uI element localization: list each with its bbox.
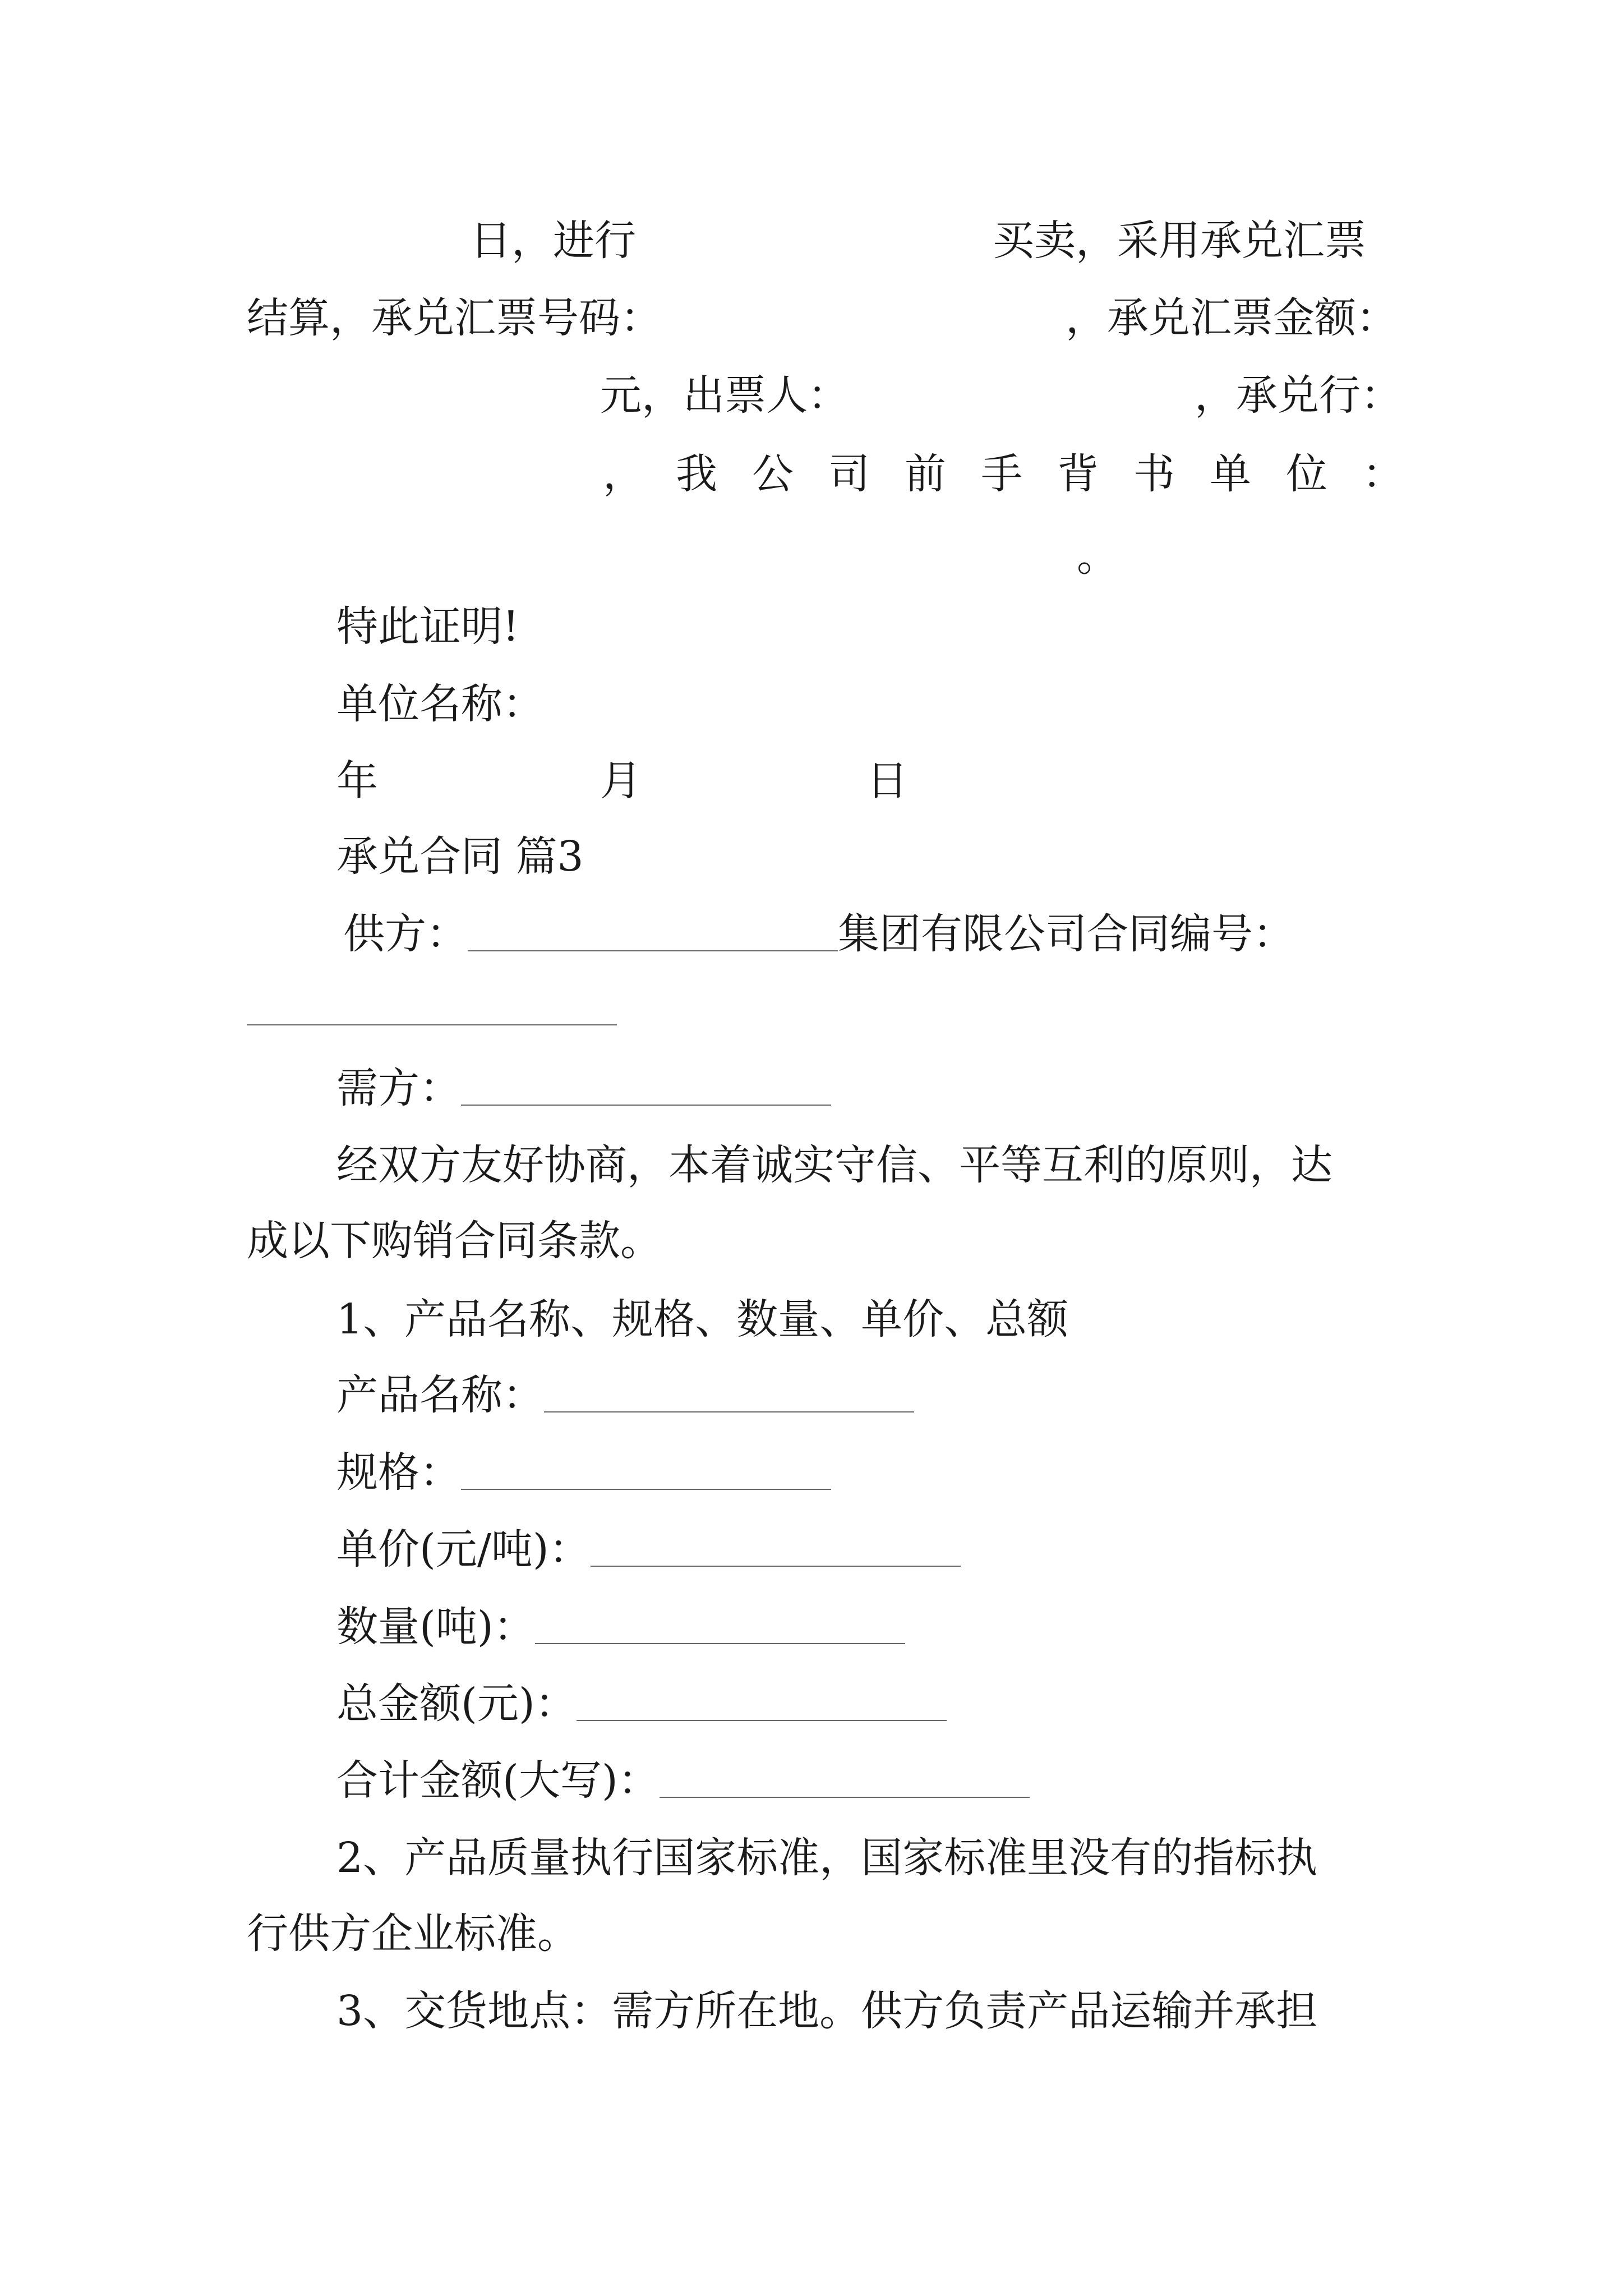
blank-line — [468, 950, 838, 951]
text-line: 买卖，采用承兑汇票 — [993, 217, 1366, 265]
date-year: 年 — [336, 757, 378, 805]
blank-line — [461, 1489, 831, 1490]
supplier-label: 供方： — [343, 910, 468, 958]
text-line: 单位名称： — [336, 680, 544, 728]
blank-line — [660, 1797, 1030, 1798]
text-line — [343, 910, 1294, 958]
text-line: 3、交货地点：需方所在地。供方负责产品运输并承担 — [336, 1987, 1318, 2035]
text-line: 特此证明! — [336, 602, 519, 651]
text-line: 。 — [1077, 532, 1118, 581]
text-line: 成以下购销合同条款。 — [247, 1217, 662, 1265]
text-line: 元，出票人： — [600, 371, 849, 420]
text-line — [336, 1603, 905, 1651]
field-label: 总金额(元)： — [336, 1680, 577, 1728]
section-title: 承兑合同 篇3 — [336, 832, 584, 881]
text-line: 结算，承兑汇票号码： — [247, 294, 662, 342]
text-line: 日，进行 — [470, 217, 636, 265]
text-line: 1、产品名称、规格、数量、单价、总额 — [336, 1295, 1069, 1343]
text-line: 2、产品质量执行国家标准，国家标准里没有的指标执 — [336, 1834, 1318, 1882]
buyer-label: 需方： — [336, 1064, 461, 1112]
date-month: 月 — [600, 757, 642, 805]
field-label: 单价(元/吨)： — [336, 1525, 591, 1573]
text-line: 我公司前手背书单位： — [676, 450, 1438, 498]
date-day: 日 — [866, 757, 908, 805]
text-line: ，承兑汇票金额： — [1066, 294, 1398, 342]
field-label: 数量(吨)： — [336, 1603, 535, 1651]
text-line: 行供方企业标准。 — [247, 1910, 579, 1958]
text-line — [336, 1680, 947, 1728]
text-line — [336, 1371, 914, 1419]
blank-line — [461, 1105, 831, 1106]
text-line — [336, 1756, 1030, 1805]
text-line: ， — [603, 450, 644, 498]
text-line — [336, 1525, 961, 1573]
text-line — [336, 1448, 831, 1497]
blank-line — [544, 1411, 914, 1412]
blank-line — [577, 1720, 947, 1721]
blank-line — [591, 1566, 961, 1567]
field-label: 规格： — [336, 1448, 461, 1497]
blank-line — [535, 1643, 905, 1644]
text-line: 经双方友好协商，本着诚实守信、平等互利的原则，达 — [336, 1141, 1332, 1189]
text-line: ，承兑行： — [1195, 371, 1402, 420]
field-label: 产品名称： — [336, 1371, 544, 1419]
text-line — [336, 1064, 831, 1112]
blank-line — [247, 1024, 617, 1025]
supplier-suffix: 集团有限公司合同编号： — [838, 910, 1294, 958]
field-label: 合计金额(大写)： — [336, 1756, 660, 1805]
